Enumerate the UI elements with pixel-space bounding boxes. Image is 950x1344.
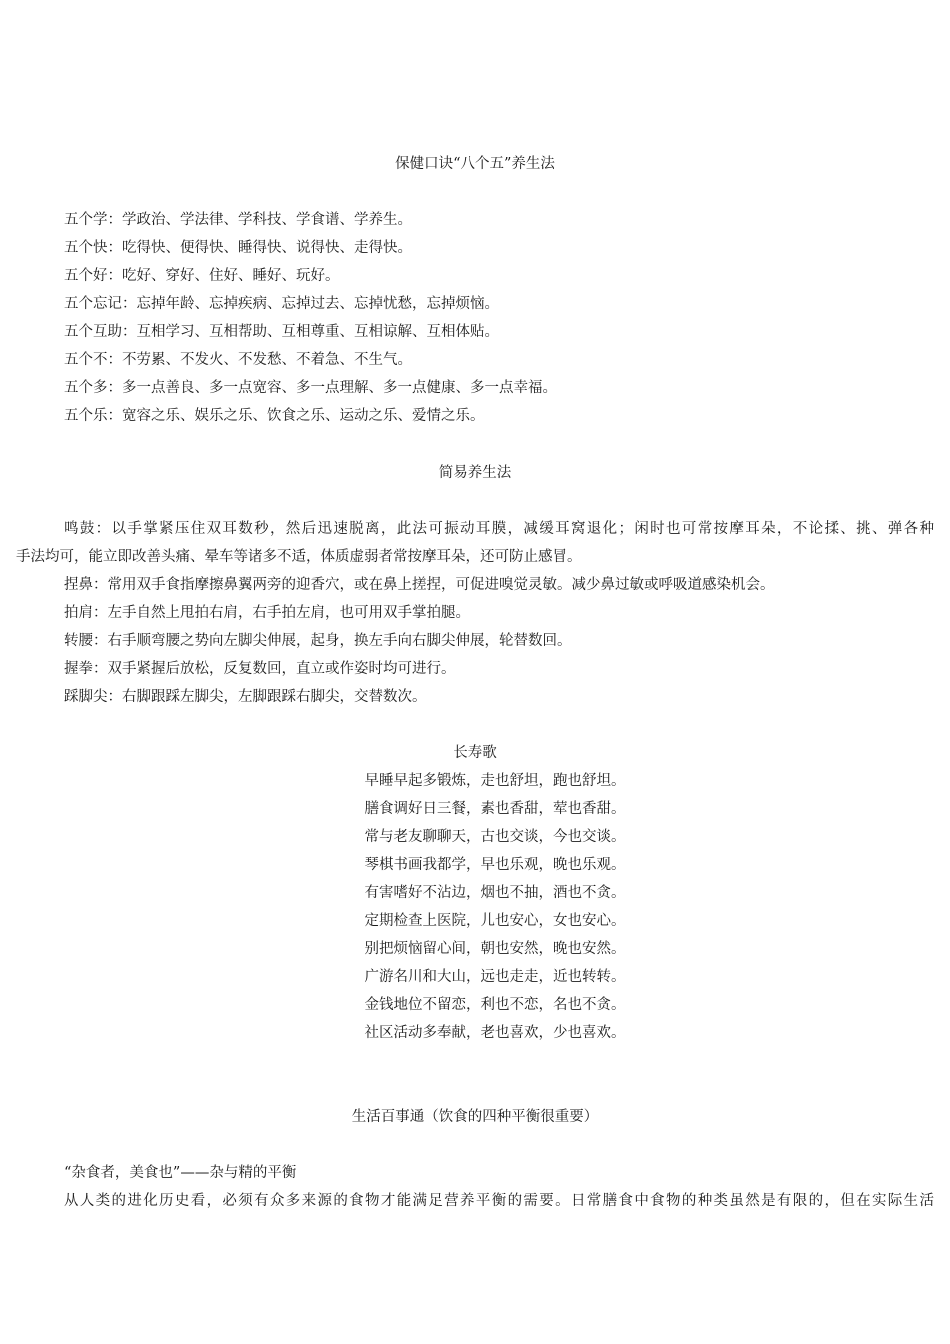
- paragraph-line: 捏鼻：常用双手食指摩擦鼻翼两旁的迎香穴，或在鼻上搓捏，可促进嗅觉灵敏。减少鼻过敏或呼吸道感染机会。: [64, 577, 775, 593]
- paragraph-line: 五个不：不劳累、不发火、不发愁、不着急、不生气。: [64, 352, 412, 368]
- poem-line: 有害嗜好不沾边，烟也不抽，酒也不贪。: [364, 885, 626, 901]
- paragraph-line: 五个互助：互相学习、互相帮助、互相尊重、互相谅解、互相体贴。: [64, 324, 499, 340]
- paragraph-line: [64, 519, 934, 539]
- paragraph-line: 五个学：学政治、学法律、学科技、学食谱、学养生。: [64, 212, 412, 228]
- section-title-longevity-song: 长寿歌: [453, 745, 497, 761]
- paragraph-line: 五个忘记：忘掉年龄、忘掉疾病、忘掉过去、忘掉忧愁，忘掉烦恼。: [64, 296, 499, 312]
- paragraph-line-text: 鸣鼓：以手掌紧压住双耳数秒，然后迅速脱离，此法可振动耳膜，减缓耳窝退化；闲时也可常按摩耳朵，不论揉、挑、弹各种: [64, 521, 934, 537]
- paragraph-line: 转腰：右手顺弯腰之势向左脚尖伸展，起身，换左手向右脚尖伸展，轮替数回。: [64, 633, 572, 649]
- poem-line: 膳食调好日三餐，素也香甜，荤也香甜。: [364, 801, 626, 817]
- poem-line: 定期检查上医院，儿也安心，女也安心。: [364, 913, 626, 929]
- poem-line: 社区活动多奉献，老也喜欢，少也喜欢。: [364, 1025, 626, 1041]
- paragraph-line: 五个好：吃好、穿好、住好、睡好、玩好。: [64, 268, 340, 284]
- section-title-eight-fives: 保健口诀“八个五”养生法: [395, 156, 555, 172]
- poem-line: 别把烦恼留心间，朝也安然，晚也安然。: [364, 941, 626, 957]
- poem-line: 广游名川和大山，远也走走，近也转转。: [364, 969, 626, 985]
- paragraph-line: [64, 1191, 934, 1211]
- section-title-simple-health: 简易养生法: [438, 465, 512, 481]
- paragraph-continuation: 手法均可，能立即改善头痛、晕车等诸多不适，体质虚弱者常按摩耳朵，还可防止感冒。: [16, 549, 582, 565]
- paragraph-line: 五个乐：宽容之乐、娱乐之乐、饮食之乐、运动之乐、爱情之乐。: [64, 408, 485, 424]
- poem-line: 金钱地位不留恋，利也不恋，名也不贪。: [364, 997, 626, 1013]
- paragraph-line: 五个快：吃得快、便得快、睡得快、说得快、走得快。: [64, 240, 412, 256]
- paragraph-line: 拍肩：左手自然上甩拍右肩，右手拍左肩，也可用双手掌拍腿。: [64, 605, 470, 621]
- section-title-daily-life: 生活百事通（饮食的四种平衡很重要）: [351, 1109, 599, 1125]
- poem-line: 琴棋书画我都学，早也乐观，晚也乐观。: [364, 857, 626, 873]
- paragraph-line-text: 从人类的进化历史看，必须有众多来源的食物才能满足营养平衡的需要。日常膳食中食物的种类虽然是有限的，但在实际生活: [64, 1193, 934, 1209]
- poem-line: 常与老友聊聊天，古也交谈，今也交谈。: [364, 829, 626, 845]
- paragraph-line: 握拳：双手紧握后放松，反复数回，直立或作姿时均可进行。: [64, 661, 456, 677]
- poem-line: 早睡早起多锻炼，走也舒坦，跑也舒坦。: [364, 773, 626, 789]
- paragraph-line: 踩脚尖：右脚跟踩左脚尖，左脚跟踩右脚尖，交替数次。: [64, 689, 427, 705]
- subheading: “杂食者，美食也”——杂与精的平衡: [64, 1165, 297, 1181]
- paragraph-line: 五个多：多一点善良、多一点宽容、多一点理解、多一点健康、多一点幸福。: [64, 380, 557, 396]
